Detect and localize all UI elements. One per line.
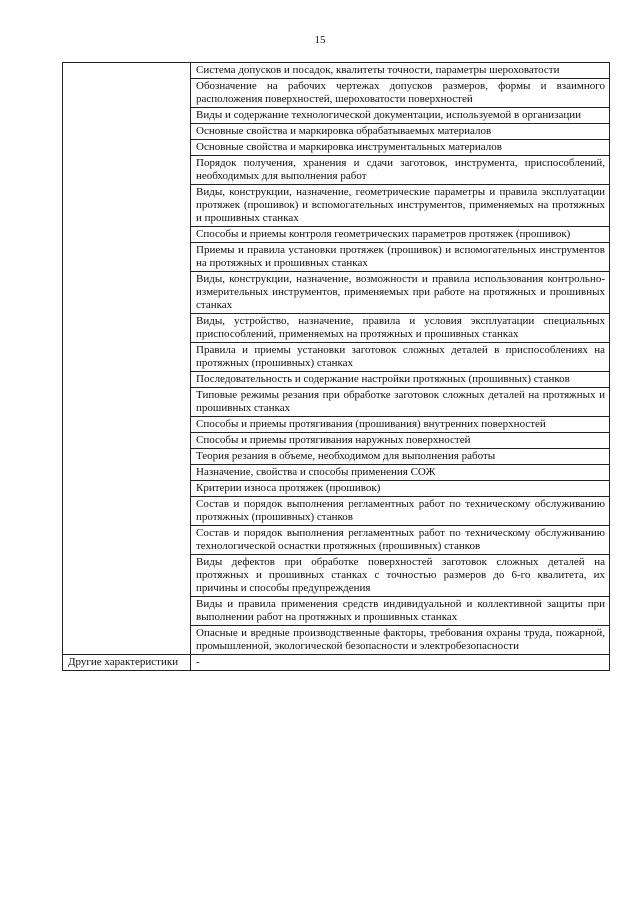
requirement-item: Опасные и вредные производственные факторы, требования охраны труда, пожарной, промышленной, экологической безопасности и электробезопасности <box>191 626 610 655</box>
requirement-item: Основные свойства и маркировка обрабатываемых материалов <box>191 124 610 140</box>
requirement-item: Назначение, свойства и способы применения СОЖ <box>191 465 610 481</box>
requirement-item: Типовые режимы резания при обработке заготовок сложных деталей на протяжных и прошивных станках <box>191 388 610 417</box>
requirement-item: Теория резания в объеме, необходимом для выполнения работы <box>191 449 610 465</box>
requirement-item: Правила и приемы установки заготовок сложных деталей в приспособлениях на протяжных (прошивных) станках <box>191 343 610 372</box>
requirements-body <box>63 63 610 671</box>
requirement-item: Виды и правила применения средств индивидуальной и коллективной защиты при выполнении работ на протяжных и прошивных станках <box>191 597 610 626</box>
requirement-item: Виды, конструкции, назначение, геометрические параметры и правила эксплуатации протяжек (прошивок) и вспомогательных инструментов, применяемых на протяжных и прошивных станках <box>191 185 610 227</box>
requirement-item: Критерии износа протяжек (прошивок) <box>191 481 610 497</box>
requirement-item: Виды, устройство, назначение, правила и условия эксплуатации специальных приспособлений, применяемых на протяжных и прошивных станках <box>191 314 610 343</box>
requirement-item: Последовательность и содержание настройки протяжных (прошивных) станков <box>191 372 610 388</box>
requirement-item: Виды, конструкции, назначение, возможности и правила использования контрольно-измерительных инструментов, применяемых при работе на протяжных и прошивных станках <box>191 272 610 314</box>
requirement-item: Порядок получения, хранения и сдачи заготовок, инструмента, приспособлений, необходимых для выполнения работ <box>191 156 610 185</box>
requirement-item: Способы и приемы протягивания (прошивания) внутренних поверхностей <box>191 417 610 433</box>
page-number: 15 <box>314 34 326 46</box>
knowledge-label-cell <box>63 63 191 655</box>
other-characteristics-row <box>63 655 610 671</box>
requirement-item: Состав и порядок выполнения регламентных работ по техническому обслуживанию протяжных (прошивных) станков <box>191 497 610 526</box>
requirement-row <box>63 63 610 79</box>
requirement-item: Система допусков и посадок, квалитеты точности, параметры шероховатости <box>191 63 610 79</box>
requirement-item: Состав и порядок выполнения регламентных работ по техническому обслуживанию технологической оснастки протяжных (прошивных) станков <box>191 526 610 555</box>
requirement-item: Способы и приемы контроля геометрических параметров протяжек (прошивок) <box>191 227 610 243</box>
other-characteristics-label: Другие характеристики <box>63 655 191 671</box>
other-characteristics-value: - <box>191 655 610 671</box>
requirement-item: Виды дефектов при обработке поверхностей заготовок сложных деталей на протяжных и прошивных станках с точностью размеров до 6-го квалитета, их причины и способы предупреждения <box>191 555 610 597</box>
requirement-item: Способы и приемы протягивания наружных поверхностей <box>191 433 610 449</box>
requirement-item: Виды и содержание технологической документации, используемой в организации <box>191 108 610 124</box>
requirement-item: Основные свойства и маркировка инструментальных материалов <box>191 140 610 156</box>
requirement-item: Обозначение на рабочих чертежах допусков размеров, формы и взаимного расположения поверхностей, шероховатости поверхностей <box>191 79 610 108</box>
requirement-item: Приемы и правила установки протяжек (прошивок) и вспомогательных инструментов на протяжных и прошивных станках <box>191 243 610 272</box>
requirements-table <box>62 62 610 671</box>
